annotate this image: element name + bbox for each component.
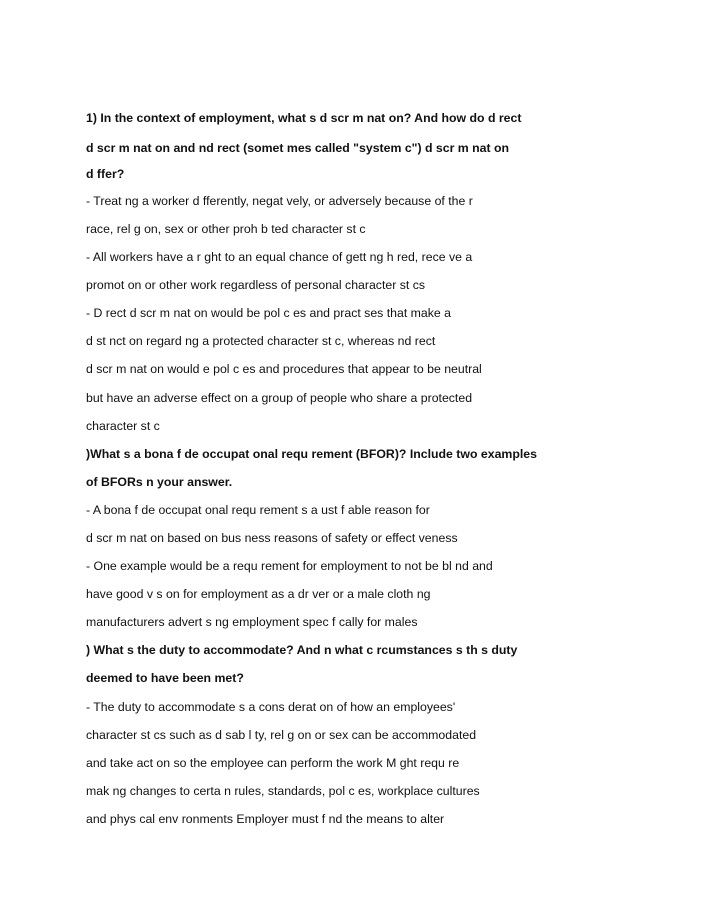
answer-2-line-4: have good v s on for employment as a dr ver or a male cloth ng [86, 587, 431, 601]
question-1-line-3: d ffer? [86, 167, 125, 181]
question-2-line-2: of BFORs n your answer. [86, 475, 233, 489]
answer-1-line-9: character st c [86, 419, 160, 433]
answer-1-line-1: - Treat ng a worker d fferently, negat vely, or adversely because of the r [86, 194, 473, 208]
answer-2-line-2: d scr m nat on based on bus ness reasons of safety or effect veness [86, 531, 458, 545]
question-2-line-1: )What s a bona f de occupat onal requ rement (BFOR)? Include two examples [86, 447, 537, 461]
question-1-line-1: 1) In the context of employment, what s d scr m nat on? And how do d rect [86, 111, 522, 125]
answer-3-line-5: and phys cal env ronments Employer must f nd the means to alter [86, 812, 445, 826]
answer-2-line-3: - One example would be a requ rement for employment to not be bl nd and [86, 559, 493, 573]
answer-3-line-3: and take act on so the employee can perform the work M ght requ re [86, 756, 460, 770]
answer-2-line-5: manufacturers advert s ng employment spec f cally for males [86, 615, 418, 629]
answer-1-line-5: - D rect d scr m nat on would be pol c es and pract ses that make a [86, 306, 451, 320]
answer-1-line-2: race, rel g on, sex or other proh b ted character st c [86, 222, 366, 236]
question-3-line-1: ) What s the duty to accommodate? And n what c rcumstances s th s duty [86, 643, 518, 657]
answer-1-line-4: promot on or other work regardless of personal character st cs [86, 278, 425, 292]
answer-2-line-1: - A bona f de occupat onal requ rement s a ust f able reason for [86, 503, 430, 517]
answer-1-line-8: but have an adverse effect on a group of people who share a protected [86, 391, 473, 405]
answer-1-line-7: d scr m nat on would e pol c es and procedures that appear to be neutral [86, 362, 482, 376]
question-1-line-2: d scr m nat on and nd rect (somet mes called "system c") d scr m nat on [86, 141, 510, 155]
answer-1-line-6: d st nct on regard ng a protected character st c, whereas nd rect [86, 334, 436, 348]
answer-3-line-1: - The duty to accommodate s a cons derat on of how an employees' [86, 700, 456, 714]
question-3-line-2: deemed to have been met? [86, 671, 244, 685]
answer-3-line-2: character st cs such as d sab l ty, rel g on or sex can be accommodated [86, 728, 477, 742]
answer-3-line-4: mak ng changes to certa n rules, standards, pol c es, workplace cultures [86, 784, 480, 798]
answer-1-line-3: - All workers have a r ght to an equal chance of gett ng h red, rece ve a [86, 250, 473, 264]
